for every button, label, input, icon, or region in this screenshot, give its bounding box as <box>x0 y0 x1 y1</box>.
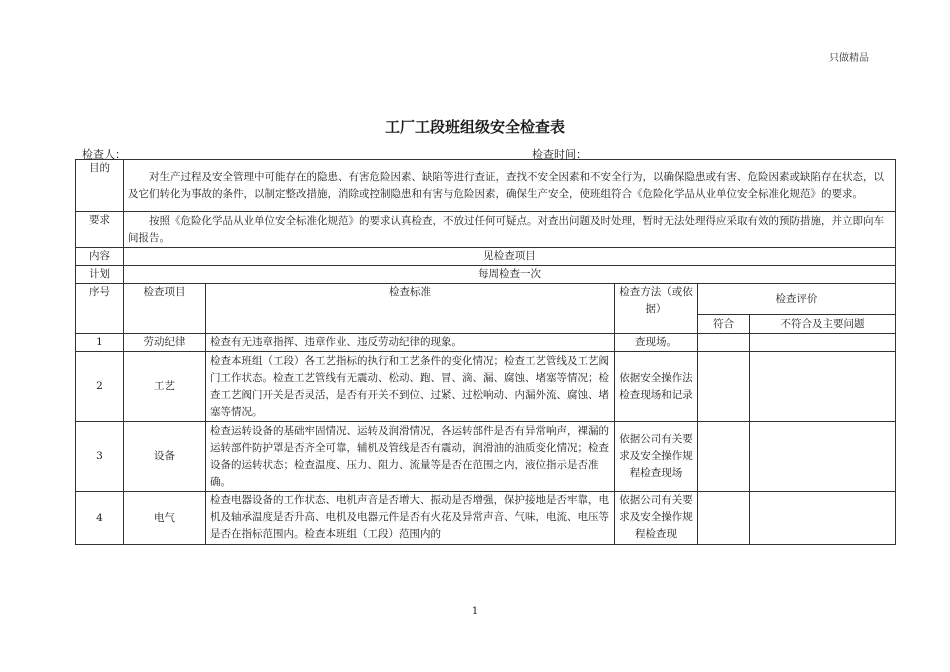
requirement-row <box>76 212 896 248</box>
row-item: 电气 <box>124 492 206 545</box>
row-method: 依据公司有关要求及安全操作规程检查现场 <box>615 422 698 492</box>
row-nonconform-cell <box>750 334 896 352</box>
requirement-text: 按照《危险化学品从业单位安全标准化规范》的要求认真检查，不放过任何可疑点。对查出问题及时处理，暂时无法处理得应采取有效的预防措施，并立即向车间报告。 <box>124 212 896 248</box>
row-method: 查现场。 <box>615 334 698 352</box>
plan-label: 计划 <box>76 266 124 284</box>
table-row <box>76 422 896 492</box>
page-title: 工厂工段班组级安全检查表 <box>384 118 565 136</box>
row-item: 设备 <box>124 422 206 492</box>
plan-text: 每周检查一次 <box>124 266 896 284</box>
row-standard: 检查运转设备的基础牢固情况、运转及润滑情况，各运转部件是否有异常响声，裸漏的运转部件防护罩是否齐全可靠，辅机及管线是否有震动，润滑油的油质变化情况；检查设备的运转状态；检查温度、压力、阻力、流量等是否在范围之内，液位指示是否准确。 <box>206 422 615 492</box>
plan-row <box>76 266 896 284</box>
row-nonconform-cell <box>750 492 896 545</box>
row-conform-cell <box>698 334 750 352</box>
content-row <box>76 248 896 266</box>
column-header-method: 检查方法（或依据） <box>615 284 698 334</box>
column-header-nonconform: 不符合及主要问题 <box>750 315 896 334</box>
row-conform-cell <box>698 352 750 422</box>
inspection-time-label: 检查时间： <box>532 148 587 161</box>
row-seq: 1 <box>76 334 124 352</box>
purpose-row <box>76 160 896 212</box>
column-header-seq: 序号 <box>76 284 124 334</box>
column-header-conform: 符合 <box>698 315 750 334</box>
inspector-label: 检查人： <box>82 148 126 161</box>
row-item: 工艺 <box>124 352 206 422</box>
purpose-label: 目的 <box>76 160 124 212</box>
row-conform-cell <box>698 422 750 492</box>
requirement-label: 要求 <box>76 212 124 248</box>
row-item: 劳动纪律 <box>124 334 206 352</box>
purpose-text: 对生产过程及安全管理中可能存在的隐患、有害危险因素、缺陷等进行查证，查找不安全因素和不安全行为，以确保隐患或有害、危险因素或缺陷存在状态，以及它们转化为事故的条件，以制定整改措施，消除或控制隐患和有害与危险因素，确保生产安全，使班组符合《危险化学品从业单位安全标准化规范》的要求。 <box>124 160 896 212</box>
header-note: 只做精品 <box>829 53 869 64</box>
row-method: 依据安全操作法检查现场和记录 <box>615 352 698 422</box>
content-text: 见检查项目 <box>124 248 896 266</box>
row-conform-cell <box>698 492 750 545</box>
row-seq: 4 <box>76 492 124 545</box>
page-number: 1 <box>471 606 479 617</box>
safety-checklist-table <box>75 159 896 545</box>
row-standard: 检查电器设备的工作状态、电机声音是否增大、振动是否增强，保护接地是否牢靠，电机及轴承温度是否升高、电机及电器元件是否有火花及异常声音、气味，电流、电压等是否在指标范围内。检查本班组（工段）范围内的 <box>206 492 615 545</box>
row-standard: 检查本班组（工段）各工艺指标的执行和工艺条件的变化情况；检查工艺管线及工艺阀门工作状态。检查工艺管线有无震动、松动、跑、冒、滴、漏、腐蚀、堵塞等情况；检查工艺阀门开关是否灵活，是否有开关不到位、过紧、过松响动、内漏外流、腐蚀、堵塞等情况。 <box>206 352 615 422</box>
column-header-standard: 检查标准 <box>206 284 615 334</box>
table-row <box>76 334 896 352</box>
row-nonconform-cell <box>750 352 896 422</box>
column-header-row <box>76 284 896 315</box>
row-seq: 3 <box>76 422 124 492</box>
row-standard: 检查有无违章指挥、违章作业、违反劳动纪律的现象。 <box>206 334 615 352</box>
table-row <box>76 352 896 422</box>
column-header-item: 检查项目 <box>124 284 206 334</box>
row-nonconform-cell <box>750 422 896 492</box>
column-header-evaluation: 检查评价 <box>698 284 896 315</box>
row-seq: 2 <box>76 352 124 422</box>
row-method: 依据公司有关要求及安全操作规程检查现 <box>615 492 698 545</box>
table-row <box>76 492 896 545</box>
content-label: 内容 <box>76 248 124 266</box>
